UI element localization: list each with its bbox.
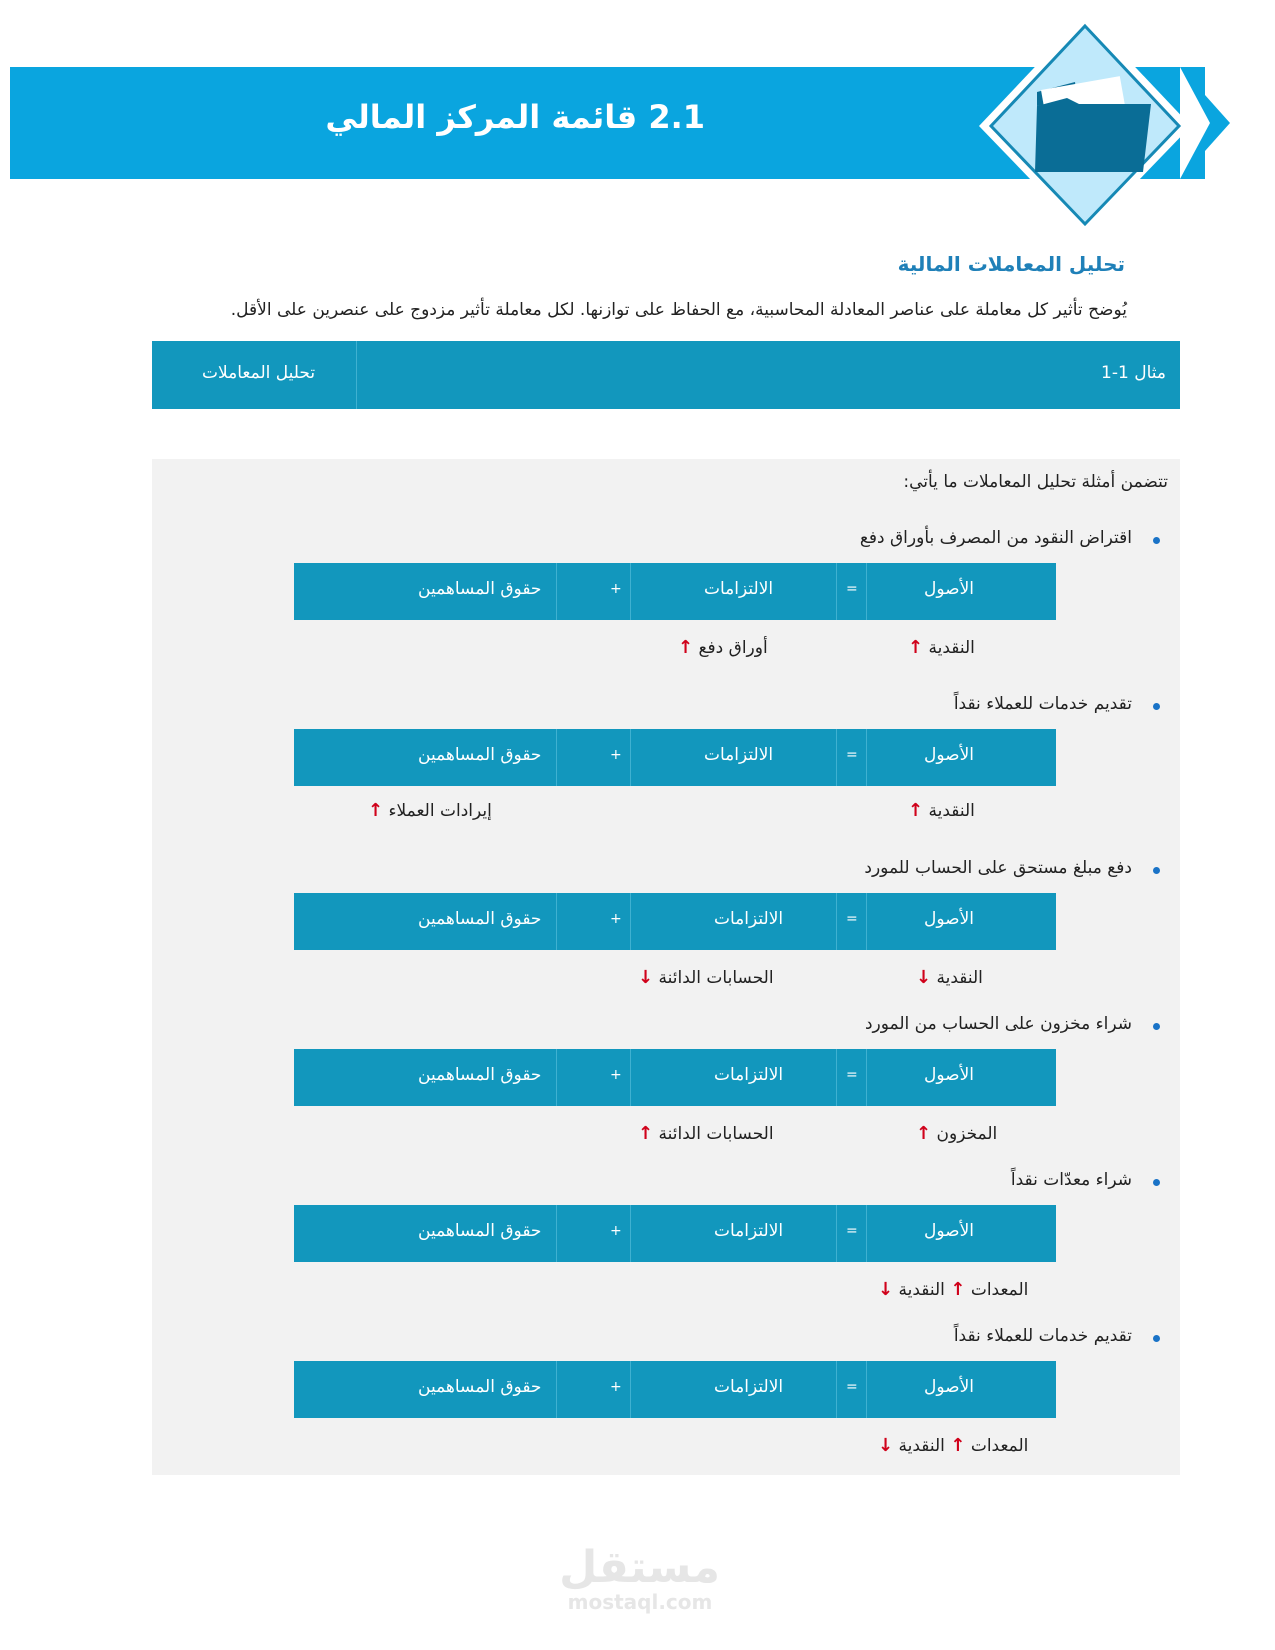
- transaction-label: تقديم خدمات للعملاء نقداً: [953, 694, 1132, 714]
- transaction-label: شراء مخزون على الحساب من المورد: [864, 1014, 1132, 1034]
- assets-label: الأصول: [924, 579, 974, 599]
- bullet: [1153, 537, 1160, 544]
- equals-sign: =: [846, 581, 858, 597]
- plus-sign: +: [610, 747, 622, 763]
- increase-arrow-icon: ↑: [916, 1123, 932, 1144]
- assets-effect: النقدية ↓: [916, 967, 983, 988]
- assets-effect: النقدية ↑: [908, 800, 975, 821]
- example-bar: [152, 341, 1180, 409]
- decrease-arrow-icon: ↓: [638, 967, 654, 988]
- folder-icon: [975, 10, 1195, 230]
- examples-intro: تتضمن أمثلة تحليل المعاملات ما يأتي:: [903, 472, 1168, 492]
- transaction-label: دفع مبلغ مستحق على الحساب للمورد: [864, 858, 1132, 878]
- assets-label: الأصول: [924, 1377, 974, 1397]
- equals-sign: =: [846, 1223, 858, 1239]
- assets-label: الأصول: [924, 1065, 974, 1085]
- equity-label: حقوق المساهمين: [418, 579, 542, 599]
- equity-label: حقوق المساهمين: [418, 909, 542, 929]
- assets-label: الأصول: [924, 745, 974, 765]
- increase-arrow-icon: ↑: [368, 800, 384, 821]
- equals-sign: =: [846, 1067, 858, 1083]
- increase-arrow-icon: ↑: [678, 637, 694, 658]
- liabilities-label: الالتزامات: [714, 1065, 784, 1085]
- liabilities-label: الالتزامات: [714, 909, 784, 929]
- equation-bar: [294, 1361, 1056, 1418]
- plus-sign: +: [610, 1067, 622, 1083]
- example-title: تحليل المعاملات: [202, 363, 316, 383]
- plus-sign: +: [610, 1223, 622, 1239]
- section-subtitle: تحليل المعاملات المالية: [897, 252, 1125, 276]
- assets-label: الأصول: [924, 909, 974, 929]
- equals-sign: =: [846, 911, 858, 927]
- increase-arrow-icon: ↑: [950, 1435, 966, 1456]
- decrease-arrow-icon: ↓: [878, 1279, 894, 1300]
- increase-arrow-icon: ↑: [908, 637, 924, 658]
- decrease-arrow-icon: ↓: [916, 967, 932, 988]
- decrease-arrow-icon: ↓: [878, 1435, 894, 1456]
- bullet: [1153, 1335, 1160, 1342]
- equals-sign: =: [846, 1379, 858, 1395]
- liabilities-effect: الحسابات الدائنة ↑: [638, 1123, 774, 1144]
- liabilities-label: الالتزامات: [704, 579, 774, 599]
- increase-arrow-icon: ↑: [908, 800, 924, 821]
- watermark-arabic: مستقل: [559, 1542, 720, 1593]
- equation-bar: [294, 1049, 1056, 1106]
- liabilities-label: الالتزامات: [714, 1377, 784, 1397]
- watermark-latin: mostaql.com: [567, 1590, 713, 1614]
- equity-label: حقوق المساهمين: [418, 1221, 542, 1241]
- assets-effect: المعدات ↑ النقدية ↓: [878, 1279, 1029, 1300]
- assets-label: الأصول: [924, 1221, 974, 1241]
- liabilities-label: الالتزامات: [714, 1221, 784, 1241]
- transaction-label: شراء معدّات نقداً: [1010, 1170, 1132, 1190]
- liabilities-effect: الحسابات الدائنة ↓: [638, 967, 774, 988]
- equation-bar: [294, 563, 1056, 620]
- assets-effect: المعدات ↑ النقدية ↓: [878, 1435, 1029, 1456]
- page-title: 2.1 قائمة المركز المالي: [325, 98, 705, 136]
- liabilities-label: الالتزامات: [704, 745, 774, 765]
- bullet: [1153, 703, 1160, 710]
- assets-effect: النقدية ↑: [908, 637, 975, 658]
- transaction-label: تقديم خدمات للعملاء نقداً: [953, 1326, 1132, 1346]
- increase-arrow-icon: ↑: [638, 1123, 654, 1144]
- plus-sign: +: [610, 1379, 622, 1395]
- equation-bar: [294, 1205, 1056, 1262]
- equity-label: حقوق المساهمين: [418, 745, 542, 765]
- equity-label: حقوق المساهمين: [418, 1377, 542, 1397]
- bullet: [1153, 867, 1160, 874]
- watermark: [559, 1542, 720, 1614]
- equals-sign: =: [846, 747, 858, 763]
- equity-effect: إيرادات العملاء ↑: [368, 800, 492, 821]
- assets-effect: المخزون ↑: [916, 1123, 998, 1144]
- increase-arrow-icon: ↑: [950, 1279, 966, 1300]
- equation-bar: [294, 729, 1056, 786]
- example-number: مثال 1-1: [1101, 363, 1166, 383]
- bullet: [1153, 1023, 1160, 1030]
- equation-bar: [294, 893, 1056, 950]
- liabilities-effect: أوراق دفع ↑: [678, 637, 768, 658]
- plus-sign: +: [610, 911, 622, 927]
- transaction-label: اقتراض النقود من المصرف بأوراق دفع: [859, 528, 1132, 548]
- plus-sign: +: [610, 581, 622, 597]
- bullet: [1153, 1179, 1160, 1186]
- section-intro: يُوضح تأثير كل معاملة على عناصر المعادلة المحاسبية، مع الحفاظ على توازنها. لكل معاملة تأثير مزدوج على عنصرين على الأقل.: [230, 300, 1127, 320]
- equity-label: حقوق المساهمين: [418, 1065, 542, 1085]
